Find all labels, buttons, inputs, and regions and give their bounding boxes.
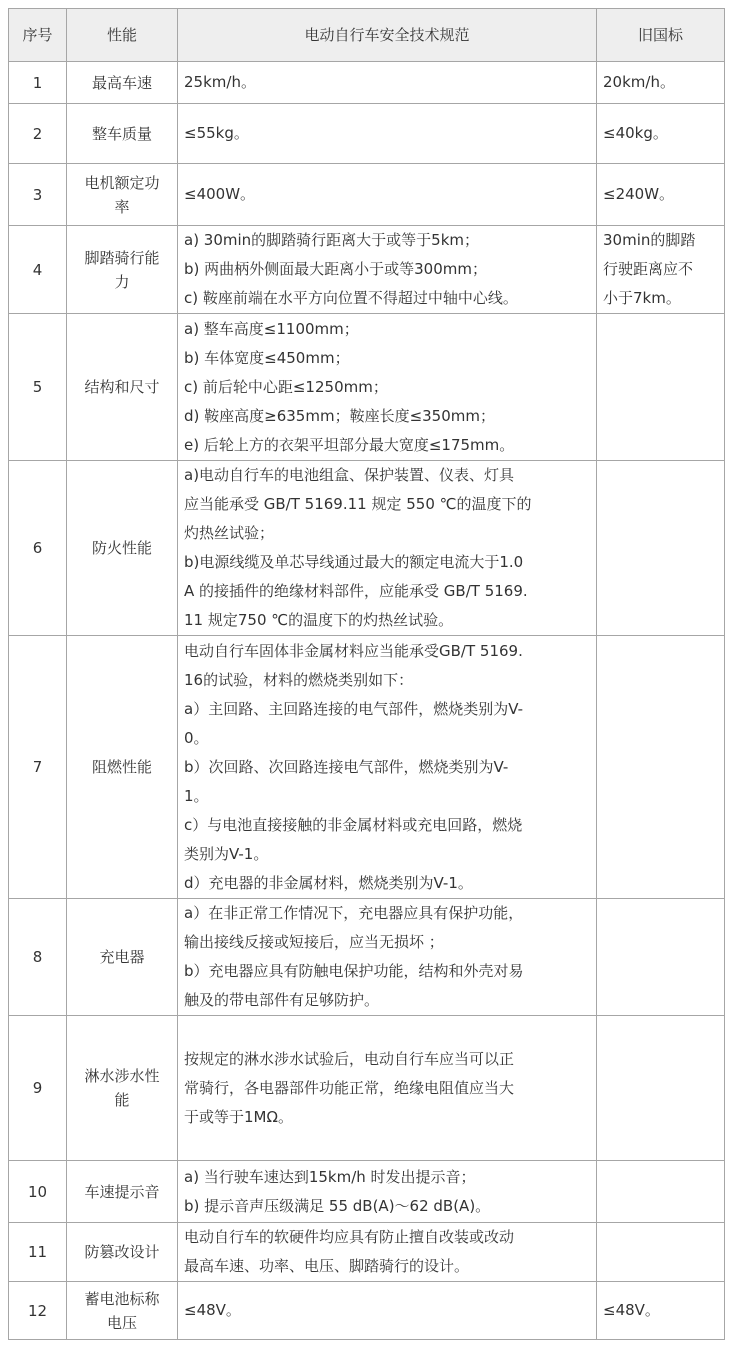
new-standard-line: 于或等于1MΩ。 bbox=[184, 1107, 293, 1126]
property-name-line: 率 bbox=[114, 197, 130, 216]
table-header bbox=[9, 9, 725, 62]
new-standard-line: b) 两曲柄外侧面最大距离小于或等300mm； bbox=[184, 260, 487, 278]
old-standard-cell bbox=[597, 636, 725, 899]
old-standard-line: ≤48V。 bbox=[603, 1301, 660, 1319]
new-standard-line: ≤55kg。 bbox=[184, 124, 249, 142]
property-name bbox=[67, 636, 178, 899]
table-row bbox=[9, 314, 725, 461]
new-standard-line: a) 整车高度≤1100mm； bbox=[184, 319, 359, 338]
table-row bbox=[9, 104, 725, 164]
row-number: 10 bbox=[9, 1161, 67, 1223]
new-standard-line: c) 前后轮中心距≤1250mm； bbox=[184, 377, 388, 396]
new-standard-cell bbox=[178, 62, 597, 104]
new-standard-cell bbox=[178, 104, 597, 164]
old-standard-line: 小于7km。 bbox=[603, 289, 681, 307]
new-standard-line: ≤400W。 bbox=[184, 185, 256, 203]
old-standard-cell bbox=[597, 226, 725, 314]
standards-comparison-table bbox=[8, 8, 725, 1340]
property-name-line: 脚踏骑行能 bbox=[84, 248, 160, 267]
table-row bbox=[9, 636, 725, 899]
header-new-standard: 电动自行车安全技术规范 bbox=[178, 9, 597, 62]
new-standard-line: 电动自行车固体非金属材料应当能承受GB/T 5169. bbox=[184, 641, 523, 660]
property-name bbox=[67, 1016, 178, 1161]
table-row bbox=[9, 1016, 725, 1161]
new-standard-line: 常骑行，各电器部件功能正常，绝缘电阻值应当大 bbox=[184, 1078, 515, 1097]
property-name-line: 防火性能 bbox=[91, 539, 152, 557]
table-row bbox=[9, 1282, 725, 1340]
table-row bbox=[9, 62, 725, 104]
new-standard-cell bbox=[178, 461, 597, 636]
new-standard-cell bbox=[178, 899, 597, 1016]
property-name-line: 防篡改设计 bbox=[84, 1243, 160, 1261]
property-name bbox=[67, 1161, 178, 1223]
new-standard-line: 16的试验，材料的燃烧类别如下： bbox=[184, 670, 414, 689]
old-standard-cell bbox=[597, 1282, 725, 1340]
table-row bbox=[9, 1223, 725, 1282]
property-name bbox=[67, 1223, 178, 1282]
property-name bbox=[67, 164, 178, 226]
new-standard-line: 电动自行车的软硬件均应具有防止擅自改装或改动 bbox=[184, 1228, 515, 1246]
property-name-line: 最高车速 bbox=[91, 73, 152, 92]
property-name-line: 车速提示音 bbox=[84, 1182, 160, 1201]
new-standard-cell bbox=[178, 1223, 597, 1282]
property-name-line: 阻燃性能 bbox=[91, 758, 152, 776]
table-row bbox=[9, 1161, 725, 1223]
property-name bbox=[67, 899, 178, 1016]
new-standard-cell bbox=[178, 1161, 597, 1223]
row-number: 8 bbox=[9, 899, 67, 1016]
property-name-line: 能 bbox=[114, 1091, 130, 1109]
table-row bbox=[9, 164, 725, 226]
header-row bbox=[9, 9, 725, 62]
new-standard-line: 应当能承受 GB/T 5169.11 规定 550 ℃的温度下的 bbox=[184, 495, 532, 513]
new-standard-line: 0。 bbox=[184, 728, 209, 747]
row-number: 9 bbox=[9, 1016, 67, 1161]
row-number: 7 bbox=[9, 636, 67, 899]
new-standard-line: c）与电池直接接触的非金属材料或充电回路，燃烧 bbox=[184, 815, 523, 834]
new-standard-cell bbox=[178, 1282, 597, 1340]
new-standard-line: 最高车速、功率、电压、脚踏骑行的设计。 bbox=[184, 1257, 470, 1275]
new-standard-line: 输出接线反接或短接后，应当无损坏 ； bbox=[184, 933, 444, 951]
row-number: 4 bbox=[9, 226, 67, 314]
new-standard-cell bbox=[178, 226, 597, 314]
property-name bbox=[67, 62, 178, 104]
new-standard-cell bbox=[178, 1016, 597, 1161]
new-standard-line: 触及的带电部件有足够防护。 bbox=[184, 991, 380, 1009]
old-standard-cell bbox=[597, 314, 725, 461]
row-number: 3 bbox=[9, 164, 67, 226]
new-standard-line: a) 30min的脚踏骑行距离大于或等于5km； bbox=[184, 231, 480, 249]
old-standard-line: 30min的脚踏 bbox=[603, 231, 696, 249]
property-name bbox=[67, 104, 178, 164]
new-standard-cell bbox=[178, 314, 597, 461]
row-number: 12 bbox=[9, 1282, 67, 1340]
row-number: 2 bbox=[9, 104, 67, 164]
property-name-line: 充电器 bbox=[99, 948, 145, 966]
new-standard-line: a）主回路、主回路连接的电气部件，燃烧类别为V- bbox=[184, 699, 523, 718]
new-standard-line: 25km/h。 bbox=[184, 73, 256, 91]
header-no: 序号 bbox=[9, 9, 67, 62]
new-standard-line: b）充电器应具有防触电保护功能，结构和外壳对易 bbox=[184, 962, 524, 980]
new-standard-line: ≤48V。 bbox=[184, 1301, 241, 1319]
new-standard-line: 灼热丝试验； bbox=[184, 524, 275, 542]
new-standard-line: 11 规定750 ℃的温度下的灼热丝试验。 bbox=[184, 611, 454, 629]
property-name-line: 力 bbox=[114, 272, 130, 291]
new-standard-line: a)电动自行车的电池组盒、保护装置、仪表、灯具 bbox=[184, 466, 515, 484]
new-standard-line: 1。 bbox=[184, 786, 209, 805]
old-standard-cell bbox=[597, 104, 725, 164]
new-standard-line: b)电源线缆及单芯导线通过最大的额定电流大于1.0 bbox=[184, 553, 524, 571]
row-number: 11 bbox=[9, 1223, 67, 1282]
row-number: 5 bbox=[9, 314, 67, 461]
old-standard-cell bbox=[597, 164, 725, 226]
property-name bbox=[67, 1282, 178, 1340]
property-name-line: 电机额定功 bbox=[84, 173, 160, 192]
table-body bbox=[9, 62, 725, 1340]
table-row bbox=[9, 461, 725, 636]
new-standard-line: e) 后轮上方的衣架平坦部分最大宽度≤175mm。 bbox=[184, 435, 515, 454]
property-name bbox=[67, 226, 178, 314]
old-standard-line: ≤240W。 bbox=[603, 185, 675, 203]
new-standard-line: a）在非正常工作情况下，充电器应具有保护功能， bbox=[184, 904, 524, 922]
new-standard-line: d）充电器的非金属材料，燃烧类别为V-1。 bbox=[184, 873, 473, 892]
property-name-line: 蓄电池标称 bbox=[84, 1289, 160, 1308]
new-standard-line: c) 鞍座前端在水平方向位置不得超过中轴中心线。 bbox=[184, 289, 518, 307]
old-standard-cell bbox=[597, 461, 725, 636]
old-standard-cell bbox=[597, 899, 725, 1016]
new-standard-line: b) 提示音声压级满足 55 dB(A)～62 dB(A)。 bbox=[184, 1196, 491, 1215]
new-standard-line: a) 当行驶车速达到15km/h 时发出提示音； bbox=[184, 1167, 476, 1186]
old-standard-line: 20km/h。 bbox=[603, 73, 675, 91]
header-old-standard: 旧国标 bbox=[597, 9, 725, 62]
new-standard-line: 按规定的淋水涉水试验后，电动自行车应当可以正 bbox=[184, 1049, 515, 1068]
table-row bbox=[9, 899, 725, 1016]
property-name-line: 整车质量 bbox=[91, 124, 152, 143]
property-name-line: 淋水涉水性 bbox=[84, 1067, 160, 1085]
old-standard-cell bbox=[597, 62, 725, 104]
new-standard-line: b）次回路、次回路连接电气部件，燃烧类别为V- bbox=[184, 757, 509, 776]
old-standard-line: 行驶距离应不 bbox=[603, 260, 694, 278]
new-standard-cell bbox=[178, 164, 597, 226]
property-name bbox=[67, 314, 178, 461]
old-standard-cell bbox=[597, 1016, 725, 1161]
old-standard-cell bbox=[597, 1223, 725, 1282]
row-number: 6 bbox=[9, 461, 67, 636]
property-name-line: 结构和尺寸 bbox=[84, 378, 160, 396]
old-standard-line: ≤40kg。 bbox=[603, 124, 668, 142]
new-standard-line: b) 车体宽度≤450mm； bbox=[184, 348, 350, 367]
property-name bbox=[67, 461, 178, 636]
row-number: 1 bbox=[9, 62, 67, 104]
old-standard-cell bbox=[597, 1161, 725, 1223]
new-standard-cell bbox=[178, 636, 597, 899]
new-standard-line: A 的接插件的绝缘材料部件，应能承受 GB/T 5169. bbox=[184, 582, 528, 600]
property-name-line: 电压 bbox=[106, 1313, 137, 1332]
new-standard-line: 类别为V-1。 bbox=[184, 844, 269, 863]
table-row bbox=[9, 226, 725, 314]
new-standard-line: d) 鞍座高度≥635mm；鞍座长度≤350mm； bbox=[184, 406, 495, 425]
header-property: 性能 bbox=[67, 9, 178, 62]
